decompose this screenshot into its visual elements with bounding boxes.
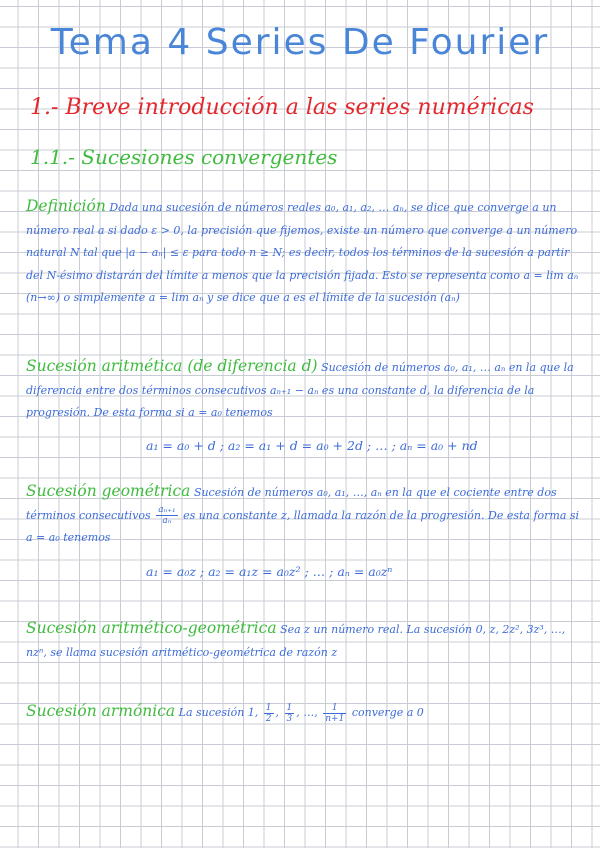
fraction-numerator: 1 xyxy=(323,703,346,714)
harmonic-fraction-half xyxy=(264,703,274,724)
arithmetic-term: Sucesión aritmética (de diferencia d) xyxy=(26,357,318,375)
subsection-heading: 1.1.- Sucesiones convergentes xyxy=(30,145,338,169)
fraction-denominator: 3 xyxy=(286,713,293,724)
geometric-text-before: Sucesión de números a₀, a₁, …, aₙ en la que el cociente entre dos términos consecutivos xyxy=(26,486,557,522)
geometric-paragraph xyxy=(26,480,582,550)
fraction-numerator: 1 xyxy=(265,702,272,713)
section-heading: 1.- Breve introducción a las series numéricas xyxy=(30,95,534,120)
harmonic-term: Sucesión armónica xyxy=(26,702,176,720)
harmonic-text-after: converge a 0 xyxy=(351,706,424,719)
harmonic-fraction-general xyxy=(323,703,346,724)
definition-text: Dada una sucesión de números reales a₀, a₁, a₂, … aₙ, se dice que converge a un número real a si dado ε > 0, la precisión que fijemos, existe un número que converge a un número natural N tal que |a − aₙ| ≤ ε para todo n ≥ N; es decir, todos los términos de la sucesión a partir del N-ésimo distarán del límite a menos que la precisión fijada. Esto se representa como a = lim aₙ (n→∞) o simplemente a = lim aₙ y se dice que a es el límite de la sucesión (aₙ) xyxy=(26,201,579,304)
arithmetic-formula: a₁ = a₀ + d ; a₂ = a₁ + d = a₀ + 2d ; … ; aₙ = a₀ + nd xyxy=(146,438,478,453)
arithmetic-text: Sucesión de números a₀, a₁, … aₙ en la que la diferencia entre dos términos consecutivos aₙ₊₁ − aₙ es una constante d, la diferencia de la progresión. De esta forma si a = a₀ tenemos xyxy=(26,361,574,419)
fraction-denominator: n+1 xyxy=(325,713,345,724)
fraction-numerator: 1 xyxy=(286,702,293,713)
harmonic-ellipsis: , …, xyxy=(296,706,322,719)
ratio-denominator: aₙ xyxy=(162,516,172,526)
geometric-text-after: es una constante z, llamada la razón de la progresión. De esta forma si a = a₀ tenemos xyxy=(26,508,580,544)
page-title: Tema 4 Series De Fourier xyxy=(50,22,550,63)
harmonic-paragraph: Sucesión armónica La sucesión 1, $\frac{1}{2}$ , $\frac{1}{3}$ , …, $\frac{1}{n+1}$ converge a 0 xyxy=(26,702,424,724)
arith-geo-paragraph xyxy=(26,617,582,664)
harmonic-fraction-third xyxy=(285,703,295,724)
ratio-fraction xyxy=(156,505,177,526)
definition-term: Definición xyxy=(26,197,106,215)
geometric-term: Sucesión geométrica xyxy=(26,482,191,500)
fraction-denominator: 2 xyxy=(265,713,272,724)
harmonic-text-before: La sucesión 1, xyxy=(178,706,259,719)
arithmetic-paragraph xyxy=(26,355,582,425)
arith-geo-text: Sea z un número real. La sucesión 0, z, 2z², 3z³, …, nzⁿ, se llama sucesión aritmético-geométrica de razón z xyxy=(26,623,566,659)
arith-geo-term: Sucesión aritmético-geométrica xyxy=(26,619,277,637)
ratio-numerator: aₙ₊₁ xyxy=(158,505,176,515)
definition-paragraph xyxy=(26,195,582,310)
geometric-formula: a₁ = a₀z ; a₂ = a₁z = a₀z² ; … ; aₙ = a₀zⁿ xyxy=(146,564,393,579)
